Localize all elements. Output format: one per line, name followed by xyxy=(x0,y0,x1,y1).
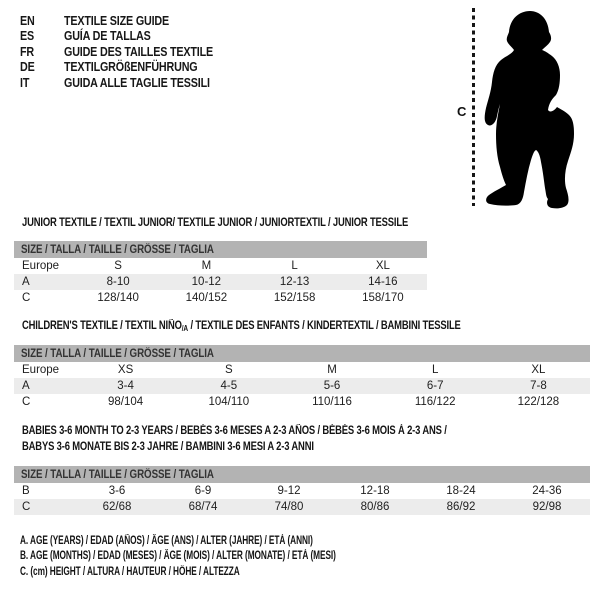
size-cell: XL xyxy=(375,260,390,272)
size-cell: 140/152 xyxy=(185,292,228,304)
table-row-age xyxy=(14,274,427,290)
row-label: C xyxy=(22,292,31,304)
language-title: GUIDE DES TAILLES TEXTILE xyxy=(64,44,214,59)
language-code: ES xyxy=(20,29,35,44)
language-title: GUIDA ALLE TAGLIE TESSILI xyxy=(64,75,210,90)
footnote-age-months: B. AGE (MONTHS) / EDAD (MESES) / ÂGE (MOIS) / ALTER (MONATE) / ETÀ (MESI) xyxy=(20,550,336,563)
table-row-europe xyxy=(14,258,427,274)
language-row-es xyxy=(20,29,237,45)
row-label: C xyxy=(22,501,31,513)
row-label: Europe xyxy=(22,364,60,376)
language-title-list xyxy=(20,13,237,91)
language-row-de xyxy=(20,60,237,76)
size-cell: 104/110 xyxy=(208,396,250,408)
size-cell: 5-6 xyxy=(323,380,341,392)
size-cell: 12-13 xyxy=(279,276,310,288)
size-cell: 4-5 xyxy=(220,380,238,392)
size-cell: 92/98 xyxy=(532,501,562,513)
size-cell: 10-12 xyxy=(191,276,222,288)
language-code: FR xyxy=(20,44,34,59)
size-cell: 68/74 xyxy=(188,501,218,513)
size-cell: M xyxy=(327,364,337,376)
row-label: Europe xyxy=(22,260,60,272)
footnote-list xyxy=(20,535,459,581)
size-header-label: SIZE / TALLA / TAILLE / GRÖSSE / TAGLIA xyxy=(21,243,214,256)
size-cell: 9-12 xyxy=(277,485,301,497)
size-cell: 3-4 xyxy=(117,380,134,392)
table-row-age xyxy=(14,378,590,394)
children-title-sub: /A xyxy=(181,324,188,333)
size-cell: 18-24 xyxy=(446,485,476,497)
table-row-height xyxy=(14,394,590,410)
size-cell: 158/170 xyxy=(362,292,404,304)
size-cell: 86/92 xyxy=(446,501,476,513)
children-title-post: / TEXTILE DES ENFANTS / KINDERTEXTIL / BAMBINI TESSILE xyxy=(187,320,461,332)
table-row-age-months xyxy=(14,483,590,499)
babies-title-line2: BABYS 3-6 MONATE BIS 2-3 JAHRE / BAMBINI 3-6 MESI A 2-3 ANNI xyxy=(22,440,314,453)
babies-table-title xyxy=(22,424,447,455)
children-size-table xyxy=(14,345,590,410)
size-cell: 110/116 xyxy=(312,396,352,408)
language-code: EN xyxy=(20,13,35,28)
table-row-height xyxy=(14,290,427,306)
table-row-europe xyxy=(14,362,590,378)
language-title: GUÍA DE TALLAS xyxy=(64,29,151,44)
size-header-bar xyxy=(14,241,427,258)
size-cell: L xyxy=(291,260,298,272)
size-header-label: SIZE / TALLA / TAILLE / GRÖSSE / TAGLIA xyxy=(21,347,214,360)
size-header-label: SIZE / TALLA / TAILLE / GRÖSSE / TAGLIA xyxy=(21,468,214,481)
size-cell: 122/128 xyxy=(517,396,560,408)
toddler-silhouette-image xyxy=(476,4,596,211)
size-cell: 128/140 xyxy=(97,292,139,304)
size-cell: 6-7 xyxy=(426,380,444,392)
size-cell: 24-36 xyxy=(532,485,562,497)
size-cell: 14-16 xyxy=(368,276,398,288)
babies-size-table xyxy=(14,466,590,515)
height-dashed-line xyxy=(472,8,475,206)
table-row-height xyxy=(14,499,590,515)
junior-size-table xyxy=(14,241,427,306)
junior-table-title: JUNIOR TEXTILE / TEXTIL JUNIOR/ TEXTILE JUNIOR / JUNIORTEXTIL / JUNIOR TESSILE xyxy=(22,217,409,229)
children-table-title xyxy=(22,319,461,337)
language-title: TEXTILE SIZE GUIDE xyxy=(64,13,170,28)
size-cell: 62/68 xyxy=(102,501,132,513)
size-cell: 152/158 xyxy=(273,292,316,304)
language-code: IT xyxy=(20,75,30,90)
size-cell: L xyxy=(432,364,439,376)
footnote-age-years: A. AGE (YEARS) / EDAD (AÑOS) / ÂGE (ANS) / ALTER (JAHRE) / ETÀ (ANNI) xyxy=(20,535,313,547)
language-row-fr xyxy=(20,44,237,60)
size-cell: 98/104 xyxy=(108,396,144,408)
size-cell: 12-18 xyxy=(360,485,390,497)
size-cell: 80/86 xyxy=(360,501,390,513)
size-cell: 3-6 xyxy=(108,485,126,497)
footnote-height: C. (cm) HEIGHT / ALTURA / HAUTEUR / HÖHE / ALTEZZA xyxy=(20,565,240,578)
babies-title-line1: BABIES 3-6 MONTH TO 2-3 YEARS / BEBÉS 3-6 MESES A 2-3 AÑOS / BÉBÉS 3-6 MOIS À 2-3 ANS / xyxy=(22,425,447,437)
language-code: DE xyxy=(20,60,35,75)
size-cell: XS xyxy=(117,364,134,376)
size-header-bar xyxy=(14,345,590,362)
size-cell: S xyxy=(114,260,122,272)
row-label: A xyxy=(22,380,30,392)
size-cell: 6-9 xyxy=(194,485,212,497)
height-marker-label: C xyxy=(457,104,467,119)
size-cell: 7-8 xyxy=(530,380,547,392)
row-label: C xyxy=(22,396,31,408)
row-label: A xyxy=(22,276,30,288)
size-cell: 116/122 xyxy=(414,396,456,408)
row-label: B xyxy=(22,485,30,497)
language-row-en xyxy=(20,13,237,29)
size-header-bar xyxy=(14,466,590,483)
language-title: TEXTILGRÖßENFÜHRUNG xyxy=(64,60,198,75)
size-cell: M xyxy=(201,260,212,272)
language-row-it xyxy=(20,75,237,91)
children-title-pre: CHILDREN'S TEXTILE / TEXTIL NIÑO xyxy=(22,320,182,332)
size-cell: XL xyxy=(531,364,546,376)
size-cell: 74/80 xyxy=(274,501,304,513)
size-cell: 8-10 xyxy=(106,276,130,288)
size-cell: S xyxy=(224,364,233,376)
